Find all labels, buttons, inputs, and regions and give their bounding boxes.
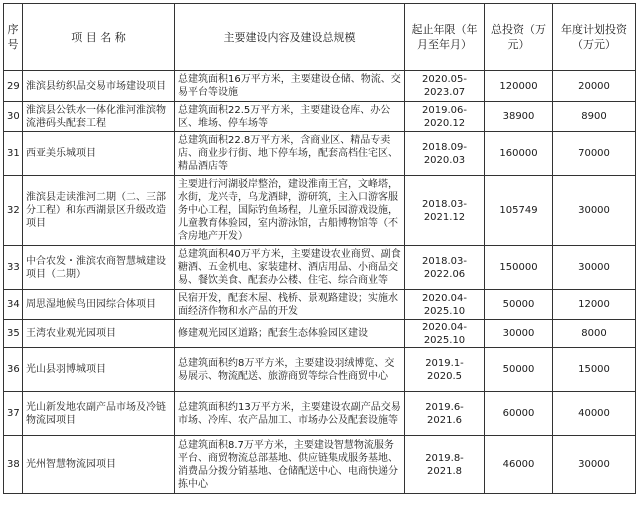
cell-annual: 20000 xyxy=(553,71,636,102)
cell-seq: 31 xyxy=(4,132,23,176)
cell-content: 总建筑面积40万平方米，主要建设农业商贸、副食糖酒、五金机电、家装建材、酒店用品、小商品交易、餐饮美食、配套办公楼、住宅、综合商业等 xyxy=(175,246,405,290)
header-seq: 序号 xyxy=(4,4,23,71)
cell-period: 2019.6-2021.6 xyxy=(405,392,485,436)
cell-seq: 37 xyxy=(4,392,23,436)
table-row xyxy=(4,102,636,132)
cell-total: 50000 xyxy=(485,290,553,320)
cell-seq: 36 xyxy=(4,348,23,392)
cell-annual: 12000 xyxy=(553,290,636,320)
cell-content: 总建筑面积约13万平方米，主要建设农副产品交易市场、冷库、农产品加工、市场办公及配套设施等 xyxy=(175,392,405,436)
cell-period: 2019.06-2020.12 xyxy=(405,102,485,132)
header-period: 起止年限（年月至年月） xyxy=(405,4,485,71)
cell-name: 西亚美乐城项目 xyxy=(23,132,175,176)
cell-name: 光州智慧物流园项目 xyxy=(23,436,175,494)
table-row xyxy=(4,392,636,436)
table-header-row xyxy=(4,4,636,71)
cell-name: 淮滨县走读淮河二期（二、三部分工程）和东西湖景区升级改造项目 xyxy=(23,176,175,246)
cell-seq: 34 xyxy=(4,290,23,320)
table-row xyxy=(4,320,636,348)
cell-content: 总建筑面积8.7万平方米，主要建设智慧物流服务平台、商贸物流总部基地、供应链集成服务基地、消费品分拨分销基地、仓储配送中心、电商快递分拣中心 xyxy=(175,436,405,494)
cell-content: 总建筑面积22.5万平方米，主要建设仓库、办公区、堆场、停车场等 xyxy=(175,102,405,132)
table-row xyxy=(4,71,636,102)
cell-period: 2018.09-2020.03 xyxy=(405,132,485,176)
cell-period: 2020.04-2025.10 xyxy=(405,320,485,348)
cell-total: 30000 xyxy=(485,320,553,348)
cell-content: 总建筑面积16万平方米，主要建设仓储、物流、交易平台等设施 xyxy=(175,71,405,102)
cell-total: 46000 xyxy=(485,436,553,494)
cell-seq: 29 xyxy=(4,71,23,102)
cell-content: 修建观光园区道路；配套生态体验园区建设 xyxy=(175,320,405,348)
cell-name: 光山县羽博城项目 xyxy=(23,348,175,392)
cell-seq: 33 xyxy=(4,246,23,290)
table-row xyxy=(4,246,636,290)
cell-name: 光山新发地农副产品市场及冷链物流园项目 xyxy=(23,392,175,436)
cell-annual: 40000 xyxy=(553,392,636,436)
cell-total: 150000 xyxy=(485,246,553,290)
cell-annual: 30000 xyxy=(553,246,636,290)
cell-seq: 32 xyxy=(4,176,23,246)
header-total: 总投资（万元） xyxy=(485,4,553,71)
cell-content: 主要进行河湖驳岸整治，建设淮南王宫，文峰塔，水街，龙兴寺，乌龙酒肆，游研筑，主入口游客服务中心工程，国际钓鱼场程，儿童乐园游戏设施，儿童教育体验园，室内游泳馆，古船博物馆等（不含房地产开发） xyxy=(175,176,405,246)
cell-total: 120000 xyxy=(485,71,553,102)
header-name: 项 目 名 称 xyxy=(23,4,175,71)
table-row xyxy=(4,436,636,494)
cell-name: 淮滨县公铁水一体化淮河淮滨物流港码头配套工程 xyxy=(23,102,175,132)
cell-content: 总建筑面积22.8万平方米，含商业区、精品专卖店、商业步行街、地下停车场，配套高档住宅区、精品酒店等 xyxy=(175,132,405,176)
cell-total: 160000 xyxy=(485,132,553,176)
cell-content: 民宿开发，配套木屋、栈桥、景观路建设；实施水面经济作物和水产品的开发 xyxy=(175,290,405,320)
cell-annual: 8000 xyxy=(553,320,636,348)
cell-name: 周思湿地候鸟田园综合体项目 xyxy=(23,290,175,320)
cell-period: 2018.03-2021.12 xyxy=(405,176,485,246)
cell-period: 2019.8-2021.8 xyxy=(405,436,485,494)
cell-annual: 30000 xyxy=(553,436,636,494)
table-row xyxy=(4,176,636,246)
cell-period: 2020.04-2025.10 xyxy=(405,290,485,320)
cell-period: 2019.1-2020.5 xyxy=(405,348,485,392)
cell-name: 王湾农业观光园项目 xyxy=(23,320,175,348)
cell-total: 60000 xyxy=(485,392,553,436)
cell-content: 总建筑面积约8万平方米，主要建设羽绒博览、交易展示、物流配送、旅游商贸等综合性商贸中心 xyxy=(175,348,405,392)
cell-name: 淮滨县纺织品交易市场建设项目 xyxy=(23,71,175,102)
table-row xyxy=(4,132,636,176)
cell-total: 50000 xyxy=(485,348,553,392)
cell-seq: 38 xyxy=(4,436,23,494)
cell-total: 38900 xyxy=(485,102,553,132)
table-row xyxy=(4,348,636,392)
cell-total: 105749 xyxy=(485,176,553,246)
header-content: 主要建设内容及建设总规模 xyxy=(175,4,405,71)
cell-name: 中合农发・淮滨农商智慧城建设项目（二期） xyxy=(23,246,175,290)
cell-annual: 15000 xyxy=(553,348,636,392)
cell-period: 2018.03-2022.06 xyxy=(405,246,485,290)
cell-seq: 30 xyxy=(4,102,23,132)
project-table xyxy=(3,3,636,494)
cell-period: 2020.05-2023.07 xyxy=(405,71,485,102)
cell-annual: 8900 xyxy=(553,102,636,132)
cell-annual: 70000 xyxy=(553,132,636,176)
cell-annual: 30000 xyxy=(553,176,636,246)
cell-seq: 35 xyxy=(4,320,23,348)
table-row xyxy=(4,290,636,320)
header-annual: 年度计划投资（万元） xyxy=(553,4,636,71)
